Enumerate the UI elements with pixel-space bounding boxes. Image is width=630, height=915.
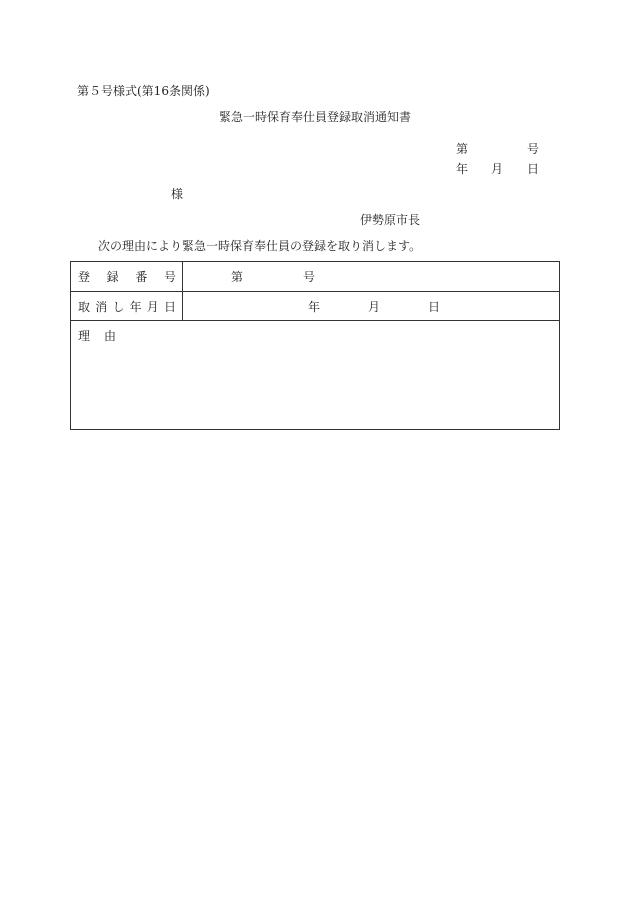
label-char: 月 — [146, 300, 159, 314]
cancellation-month-label: 月 — [368, 300, 381, 314]
document-number-prefix: 第 — [456, 142, 469, 156]
table-row-cancellation-date — [71, 292, 559, 321]
registration-number-suffix: 号 — [303, 270, 316, 284]
issuer-name: 伊勢原市長 — [360, 213, 421, 227]
label-char: 理 — [78, 329, 91, 343]
cancellation-form-table — [70, 261, 560, 430]
cancellation-year-label: 年 — [308, 300, 321, 314]
cancellation-date-label — [78, 301, 176, 313]
form-number-label: 第５号様式(第16条関係) — [77, 84, 210, 98]
date-month-label: 月 — [491, 162, 504, 176]
label-char: 号 — [163, 270, 176, 284]
addressee-honorific: 様 — [171, 187, 184, 201]
date-day-label: 日 — [527, 162, 540, 176]
label-char: 取 — [78, 300, 91, 314]
date-year-label: 年 — [456, 162, 469, 176]
registration-number-label — [78, 271, 176, 283]
document-title: 緊急一時保育奉仕員登録取消通知書 — [219, 110, 412, 124]
document-number-suffix: 号 — [527, 142, 540, 156]
label-char: 登 — [78, 270, 91, 284]
cancellation-day-label: 日 — [428, 300, 441, 314]
table-row-reason — [71, 321, 559, 429]
label-char: 消 — [95, 300, 108, 314]
label-char: し — [112, 300, 125, 314]
label-char: 年 — [129, 300, 142, 314]
cancellation-date-label-cell — [71, 292, 183, 320]
label-char: 番 — [135, 270, 148, 284]
registration-number-label-cell — [71, 262, 183, 291]
notice-text: 次の理由により緊急一時保育奉仕員の登録を取り消します。 — [98, 239, 422, 253]
reason-label — [78, 330, 116, 342]
label-char: 由 — [103, 329, 116, 343]
table-row-registration-number — [71, 262, 559, 292]
label-char: 録 — [106, 270, 119, 284]
label-char: 日 — [163, 300, 176, 314]
registration-number-prefix: 第 — [231, 270, 244, 284]
